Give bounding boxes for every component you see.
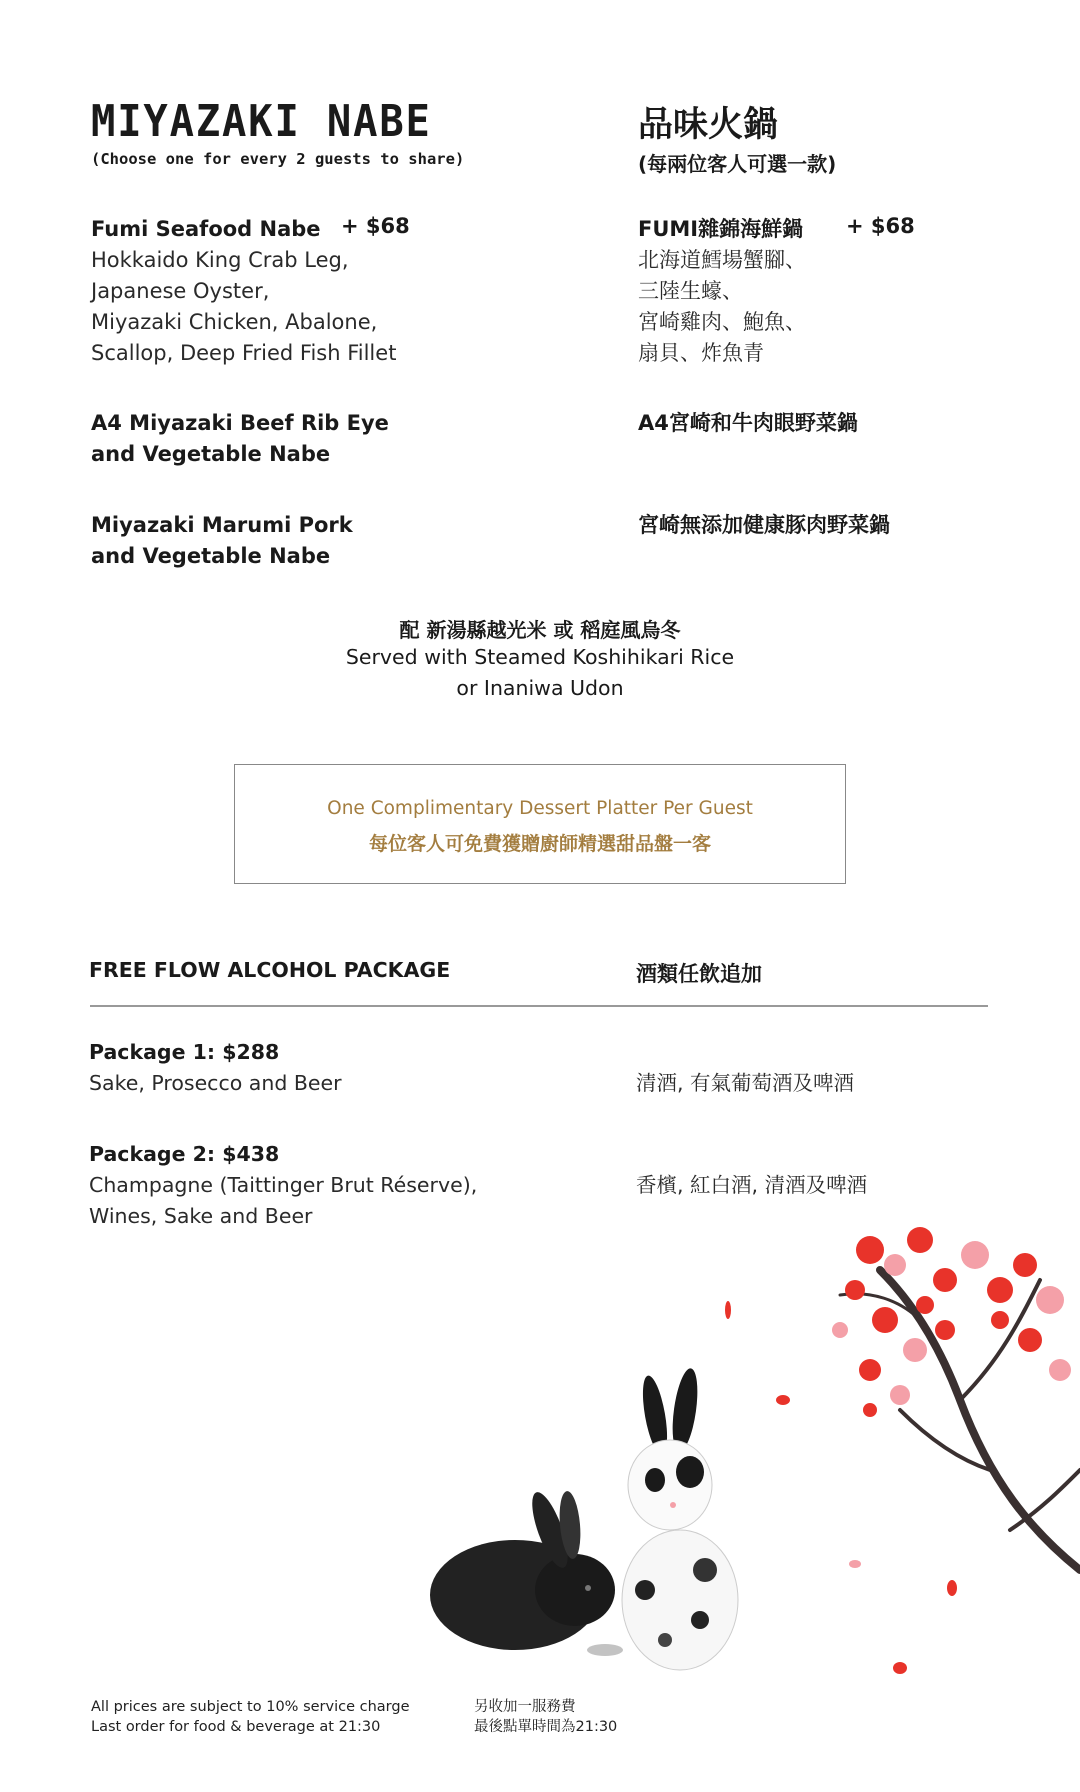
footer-notes-en [91, 1697, 410, 1737]
item-name-line: and Vegetable Nabe [91, 442, 331, 466]
item-name-zh: A4宮崎和牛肉眼野菜鍋 [638, 411, 858, 435]
served-with-line: Served with Steamed Koshihikari Rice [345, 645, 735, 669]
item-desc-zh-line: 宮崎雞肉、鮑魚、 [638, 310, 806, 334]
item-desc-line: Hokkaido King Crab Leg, [91, 248, 349, 272]
menu-item-seafood [91, 214, 431, 369]
item-desc-line: Scallop, Deep Fried Fish Fillet [91, 341, 397, 365]
dessert-notice-en: One Complimentary Dessert Platter Per Guest [327, 798, 753, 819]
footer-line: 另收加一服務費 [474, 1699, 576, 1715]
served-with-zh: 配 新湯縣越光米 或 稻庭風烏冬 [399, 618, 681, 642]
footer-line: All prices are subject to 10% service charge [91, 1699, 410, 1715]
item-name-line: Miyazaki Marumi Pork [91, 513, 353, 537]
section-divider [90, 1005, 988, 1007]
item-name-zh: 宮崎無添加健康豚肉野菜鍋 [638, 513, 890, 537]
item-name-line: A4 Miyazaki Beef Rib Eye [91, 411, 389, 435]
menu-item-pork [91, 510, 353, 572]
menu-item-seafood-zh [638, 214, 938, 369]
item-name-line: and Vegetable Nabe [91, 544, 331, 568]
dessert-notice-box [234, 764, 846, 884]
package-1 [89, 1037, 342, 1099]
package-desc-zh: 香檳, 紅白酒, 清酒及啤酒 [636, 1173, 868, 1197]
footer-line: 最後點單時間為21:30 [474, 1719, 618, 1735]
page-subtitle-zh: (每兩位客人可選一款) [638, 152, 837, 176]
item-name-zh: FUMI雜錦海鮮鍋 [638, 217, 804, 241]
item-name: Fumi Seafood Nabe [91, 217, 321, 241]
served-with-en [0, 642, 1080, 704]
alcohol-section-title: FREE FLOW ALCOHOL PACKAGE [89, 958, 451, 982]
item-desc-zh-line: 扇貝、炸魚青 [638, 341, 764, 365]
page-subtitle: (Choose one for every 2 guests to share) [91, 150, 465, 168]
item-desc-line: Miyazaki Chicken, Abalone, [91, 310, 378, 334]
footer-notes-zh [474, 1697, 617, 1737]
black-rabbit [430, 1488, 623, 1656]
rabbits-blossom-illustration [400, 1210, 1080, 1710]
footer-line: Last order for food & beverage at 21:30 [91, 1719, 381, 1735]
item-desc-zh-line: 三陸生蠔、 [638, 279, 743, 303]
dessert-notice-zh: 每位客人可免費獲贈廚師精選甜品盤一客 [368, 833, 711, 855]
package-desc: Champagne (Taittinger Brut Réserve), [89, 1173, 478, 1197]
package-desc: Wines, Sake and Beer [89, 1204, 313, 1228]
alcohol-section-title-zh: 酒類任飲追加 [636, 962, 762, 986]
package-desc-zh: 清酒, 有氣葡萄酒及啤酒 [636, 1071, 855, 1095]
item-price-zh: + $68 [846, 214, 915, 238]
item-price: + $68 [341, 214, 410, 238]
item-desc-line: Japanese Oyster, [91, 279, 270, 303]
spotted-rabbit [622, 1367, 738, 1670]
menu-item-beef [91, 408, 389, 470]
item-desc-zh-line: 北海道鱈場蟹腳、 [638, 248, 806, 272]
package-name: Package 2: $438 [89, 1142, 280, 1166]
served-with-line: or Inaniwa Udon [456, 676, 624, 700]
package-desc: Sake, Prosecco and Beer [89, 1071, 342, 1095]
page-title: MIYAZAKI NABE [91, 96, 432, 147]
package-name: Package 1: $288 [89, 1040, 280, 1064]
page-title-zh: 品味火鍋 [638, 105, 779, 145]
